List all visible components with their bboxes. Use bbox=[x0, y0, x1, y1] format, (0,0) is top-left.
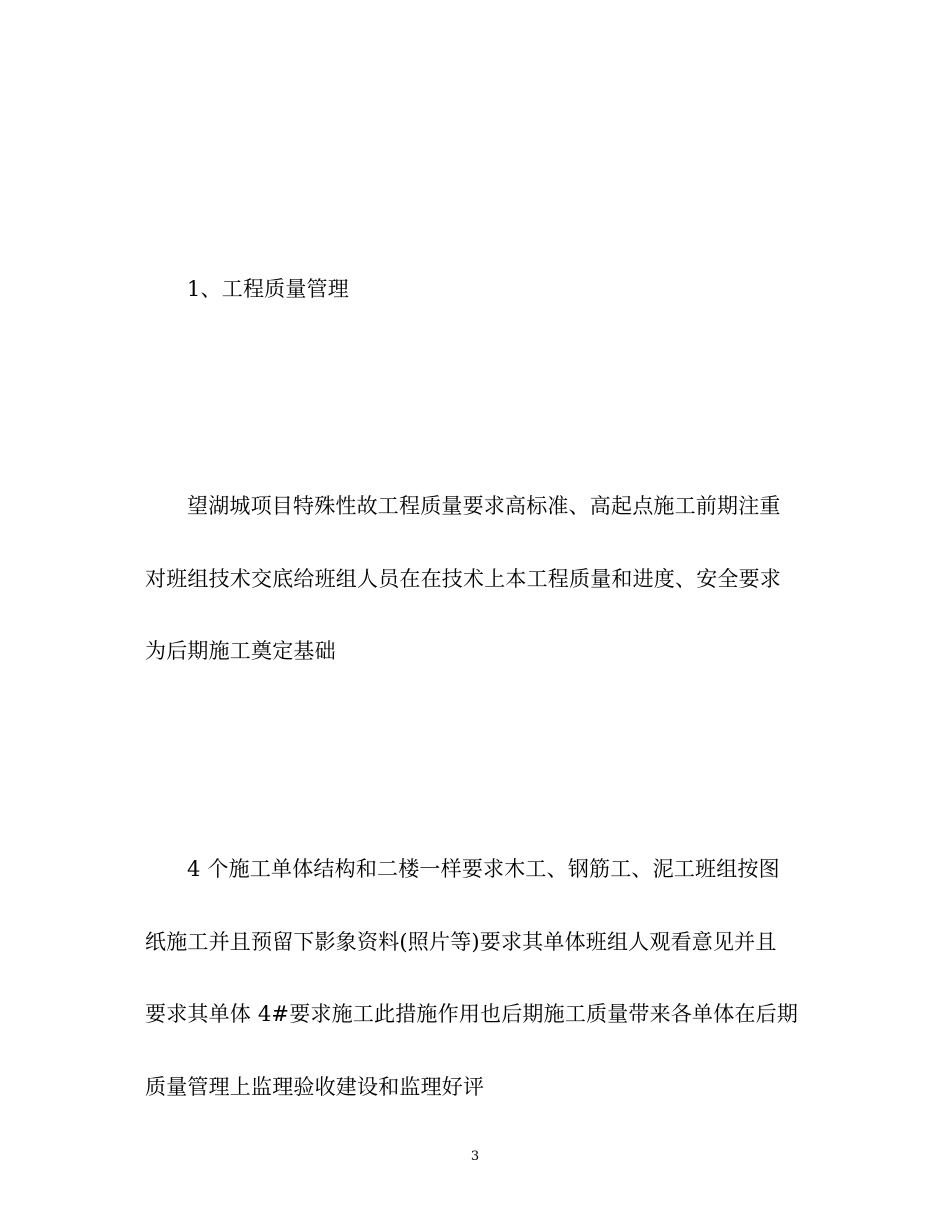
paragraph-line: 对班组技术交底给班组人员在在技术上本工程质量和进度、安全要求 bbox=[145, 567, 781, 591]
paragraph-line: 望湖城项目特殊性故工程质量要求高标准、高起点施工前期注重 bbox=[187, 494, 781, 518]
section-heading: 1、工程质量管理 bbox=[187, 277, 349, 301]
paragraph-line: 为后期施工奠定基础 bbox=[145, 639, 336, 663]
paragraph-line: 纸施工并且预留下影象资料(照片等)要求其单体班组人观看意见并且 bbox=[145, 930, 777, 954]
paragraph-line: 4 个施工单体结构和二楼一样要求木工、钢筋工、泥工班组按图 bbox=[187, 857, 780, 881]
paragraph-line: 质量管理上监理验收建设和监理好评 bbox=[145, 1075, 485, 1099]
paragraph-line: 要求其单体 4#要求施工此措施作用也后期施工质量带来各单体在后期 bbox=[145, 1002, 799, 1026]
page-number: 3 bbox=[470, 1149, 480, 1164]
